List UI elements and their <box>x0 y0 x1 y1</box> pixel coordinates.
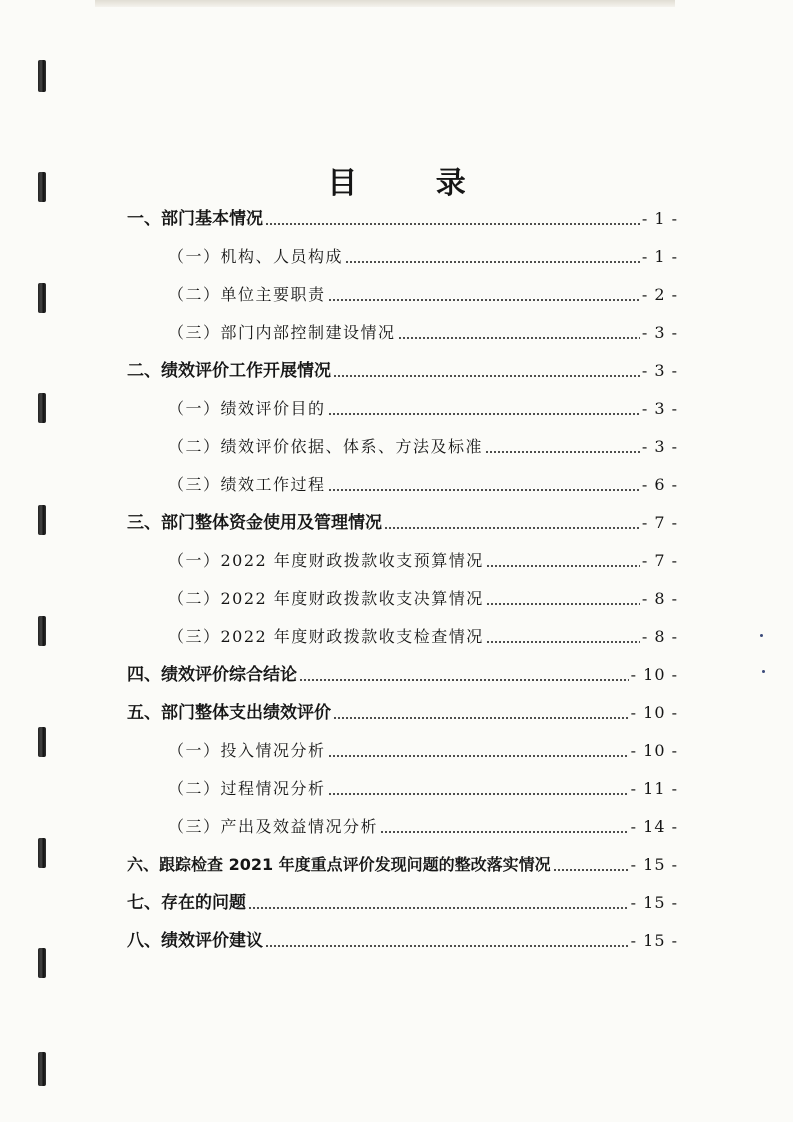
toc-entry-label: 六、跟踪检查 2021 年度重点评价发现问题的整改落实情况 <box>127 855 551 874</box>
binding-hole-mark <box>38 727 46 757</box>
toc-page-number: - 6 - <box>641 475 678 494</box>
dot-leader <box>384 527 640 529</box>
toc-page-number: - 10 - <box>630 703 678 722</box>
toc-entry[interactable] <box>127 846 678 884</box>
binding-hole-mark <box>38 505 46 535</box>
binding-hole-mark <box>38 60 46 92</box>
binding-hole-mark <box>38 283 46 313</box>
toc-page-number: - 15 - <box>630 893 678 912</box>
toc-entry[interactable] <box>168 314 678 352</box>
toc-entry-label: （三）产出及效益情况分析 <box>168 817 379 836</box>
toc-page-number: - 15 - <box>630 855 678 874</box>
toc-entry[interactable] <box>168 542 678 580</box>
dot-leader <box>486 603 640 605</box>
toc-page-number: - 14 - <box>630 817 678 836</box>
toc-entry[interactable] <box>127 504 678 542</box>
toc-page-number: - 2 - <box>641 285 678 304</box>
dot-leader <box>328 793 629 795</box>
toc-entry[interactable] <box>168 276 678 314</box>
toc-entry[interactable] <box>168 808 678 846</box>
toc-entry-label: 三、部门整体资金使用及管理情况 <box>127 513 382 533</box>
toc-entry-label: （二）过程情况分析 <box>168 779 326 798</box>
toc-entry-label: （一）投入情况分析 <box>168 741 326 760</box>
toc-entry[interactable] <box>168 238 678 276</box>
toc-page-number: - 1 - <box>641 209 678 228</box>
toc-entry-label: （三）绩效工作过程 <box>168 475 326 494</box>
toc-entry[interactable] <box>127 694 678 732</box>
dot-leader <box>328 299 640 301</box>
dot-leader <box>328 413 640 415</box>
toc-entry[interactable] <box>127 656 678 694</box>
toc-entry[interactable] <box>168 428 678 466</box>
toc-entry-label: （二）单位主要职责 <box>168 285 326 304</box>
binding-hole-mark <box>38 1052 46 1086</box>
dot-leader <box>299 679 629 681</box>
toc-entry-label: 二、绩效评价工作开展情况 <box>127 361 331 381</box>
toc-entry-label: 一、部门基本情况 <box>127 209 263 229</box>
dot-leader <box>248 907 629 909</box>
toc-entry-label: （三）部门内部控制建设情况 <box>168 323 396 342</box>
toc-entry[interactable] <box>168 390 678 428</box>
toc-page-number: - 8 - <box>641 627 678 646</box>
toc-entry-label: （一）机构、人员构成 <box>168 247 344 266</box>
toc-entry-label: （二）绩效评价依据、体系、方法及标准 <box>168 437 484 456</box>
toc-entry-label: 八、绩效评价建议 <box>127 931 263 951</box>
dot-leader <box>265 945 629 947</box>
toc-page-number: - 3 - <box>641 399 678 418</box>
toc-page-number: - 10 - <box>630 741 678 760</box>
toc-entry[interactable] <box>127 352 678 390</box>
toc-entry[interactable] <box>168 466 678 504</box>
toc-page-number: - 3 - <box>641 323 678 342</box>
toc-entry[interactable] <box>127 200 678 238</box>
dot-leader <box>380 831 629 833</box>
toc-entry[interactable] <box>168 732 678 770</box>
toc-page-number: - 10 - <box>630 665 678 684</box>
toc-page-number: - 8 - <box>641 589 678 608</box>
dot-leader <box>486 641 640 643</box>
toc-page-number: - 3 - <box>641 437 678 456</box>
dot-leader <box>333 717 629 719</box>
toc-page-number: - 7 - <box>641 551 678 570</box>
scan-top-edge <box>95 0 675 7</box>
dot-leader <box>485 451 640 453</box>
toc-entry-label: （三）2022 年度财政拨款收支检查情况 <box>168 627 484 646</box>
toc-page-number: - 11 - <box>630 779 678 798</box>
dot-leader <box>553 869 629 871</box>
binding-hole-mark <box>38 838 46 868</box>
binding-hole-mark <box>38 393 46 423</box>
toc-page-number: - 3 - <box>641 361 678 380</box>
toc-page-number: - 1 - <box>641 247 678 266</box>
toc-entry[interactable] <box>168 618 678 656</box>
toc-entry[interactable] <box>127 922 678 960</box>
dot-leader <box>328 755 629 757</box>
toc-entry-label: 七、存在的问题 <box>127 893 246 913</box>
dot-leader <box>328 489 640 491</box>
toc-entry-label: （二）2022 年度财政拨款收支决算情况 <box>168 589 484 608</box>
binding-hole-mark <box>38 616 46 646</box>
toc-entry-label: （一）2022 年度财政拨款收支预算情况 <box>168 551 484 570</box>
scan-speck <box>760 634 763 637</box>
scan-speck <box>762 670 765 673</box>
dot-leader <box>486 565 640 567</box>
toc-entry[interactable] <box>168 770 678 808</box>
dot-leader <box>398 337 640 339</box>
toc-entry-label: 五、部门整体支出绩效评价 <box>127 703 331 723</box>
toc-entry-label: 四、绩效评价综合结论 <box>127 665 297 685</box>
dot-leader <box>265 223 640 225</box>
toc-page-number: - 15 - <box>630 931 678 950</box>
binding-hole-mark <box>38 948 46 978</box>
toc-entry[interactable] <box>168 580 678 618</box>
dot-leader <box>345 261 640 263</box>
dot-leader <box>333 375 640 377</box>
page-title: 目 录 <box>327 166 500 201</box>
toc-entry[interactable] <box>127 884 678 922</box>
toc-entry-label: （一）绩效评价目的 <box>168 399 326 418</box>
toc-page-number: - 7 - <box>641 513 678 532</box>
